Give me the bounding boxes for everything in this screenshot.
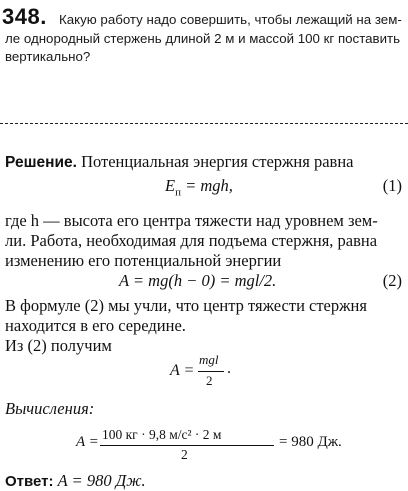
dashed-divider [0,123,408,124]
problem-text-line-2: ле однородный стержень длиной 2 м и массой 100 кг поставить [5,31,401,46]
calculations-label: Вычисления: [5,399,95,418]
fraction-bar [100,445,274,446]
solution-label: Решение. [5,154,77,171]
answer [5,471,146,491]
equation-2-body: A = mg(h − 0) = mgl/2. [119,271,277,290]
problem-number: 348. [2,4,47,29]
equation-2-number: (2) [382,271,402,290]
calculation-numerator: 100 кг · 9,8 м/с² · 2 м [102,427,222,442]
solution-line-7: В формуле (2) мы учли, что центр тяжести стержня [5,296,367,315]
calculation-denominator: 2 [181,447,188,462]
solution-intro [5,152,354,172]
solution-intro-text: Потенциальная энергия стержня равна [76,152,354,171]
fraction-bar [198,371,224,372]
equation-3-numerator: mgl [199,352,219,367]
calculation-lhs: A = [76,434,99,450]
calculation-result: = 980 Дж. [279,434,342,450]
solution-line-8: находится в его середине. [5,316,186,335]
solution-line-4: ли. Работа, необходимая для подъема стержня, равна [5,231,378,250]
problem-text-line-3: вертикально? [5,49,91,64]
equation-3-denominator: 2 [206,373,213,388]
equation-1-body: $E_п$ = mgh, [165,176,233,199]
answer-text: A = 980 Дж. [53,471,146,490]
problem-text-line-1: Какую работу надо совершить, чтобы лежащий на зем- [59,12,402,27]
solution-line-5: изменению его потенциальной энергии [5,251,282,270]
answer-label: Ответ: [5,473,54,490]
equation-1-number: (1) [382,176,402,195]
solution-line-3: где h — высота его центра тяжести над уровнем зем- [5,211,378,230]
equation-3-tail: . [227,360,231,377]
equation-3-lhs: A = [170,362,195,379]
solution-line-9: Из (2) получим [5,336,112,355]
